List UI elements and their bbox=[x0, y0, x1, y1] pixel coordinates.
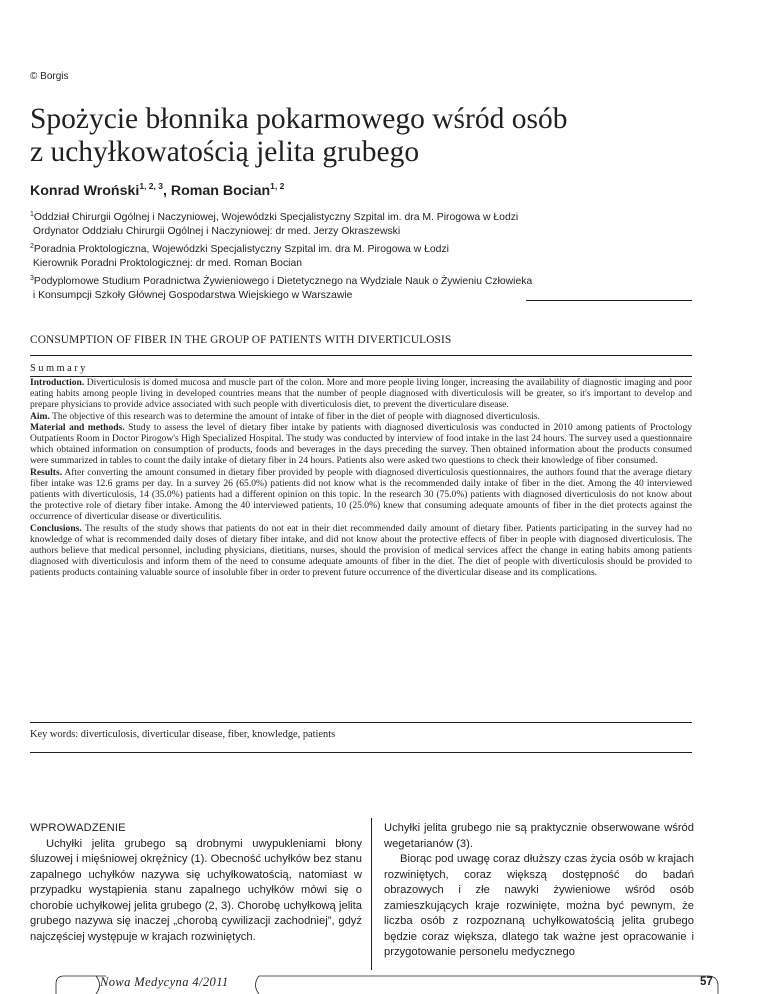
keywords: Key words: diverticulosis, diverticular disease, fiber, knowledge, patients bbox=[30, 729, 336, 740]
footer-curve-left bbox=[96, 976, 100, 994]
affiliation-text: Kierownik Poradni Proktologicznej: dr med. Roman Bocian bbox=[32, 258, 303, 270]
footer-bracket-left bbox=[56, 976, 106, 994]
abstract-label: Conclusions. bbox=[30, 522, 82, 534]
abstract-label: Results. bbox=[30, 466, 63, 478]
author-name: Roman Bocian bbox=[170, 183, 271, 199]
abstract-text: Diverticulosis is domed mucosa and muscle part of the colon. More and more people living longer, increasing the availability of diagnostic imaging and poor eating habits among people living in developed countries means that the number of people diagnosed with diverticulosis will be greater, so it's important to develop and prepare physicians to provide advice associated with such people with diverticulosis diet, to prevent the diverticulare disease. bbox=[30, 377, 692, 411]
abstract-label: Introduction. bbox=[30, 377, 85, 388]
article-title-line: Spożycie błonnika pokarmowego wśród osób bbox=[30, 103, 568, 135]
body-paragraph: Biorąc pod uwagę coraz dłuższy czas życia osób w krajach rozwiniętych, coraz większą dostępność do badań obrazowych i złe nawyki żywieniowe wśród osób zamieszkujących kraje rozwinięte, można być pewnym, że liczba osób z rozpoznaną uchyłkowatością jelita grubego będzie coraz większa, dlatego tak ważne jest opracowanie i przygotowanie personelu medycznego bbox=[384, 853, 694, 958]
section-heading: WPROWADZENIE bbox=[30, 822, 126, 834]
affiliation-text: Ordynator Oddziału Chirurgii Ogólnej i Naczyniowej: dr med. Jerzy Okraszewski bbox=[32, 226, 401, 238]
abstract-label: Aim. bbox=[30, 410, 50, 422]
affiliation-number: 2 bbox=[30, 242, 34, 250]
abstract-text: After converting the amount consumed in dietary fiber provided by people with diagnosed diverticulosis questionnaires, the authors found that the average dietary fiber intake was 12.6 grams per day. In a survey 26 (65.0%) patients did not know what is the recommended daily intake of fiber in the diet. Among the 40 interviewed patients with diverticulosis, 14 (35.0%) patients had a different opinion on this topic. In the research 30 (75.0%) patients with diagnosed diverticulosis do not know about the protective role of dietary fiber intake. Among the 40 interviewed patients, 10 (25.0%) knew that consuming adequate amounts of fiber in the diet protects against the occurrence of diverticular disease or diverticulitis. bbox=[30, 466, 692, 523]
body-paragraph: Uchyłki jelita grubego nie są praktycznie obserwowane wśród wegetarianów (3). bbox=[384, 822, 694, 850]
affiliation-text: Oddział Chirurgii Ogólnej i Naczyniowej, Wojewódzki Specjalistyczny Szpital im. dra M. Pirogowa w Łodzi bbox=[33, 212, 519, 223]
author-affiliation-ref: 1, 2, 3 bbox=[139, 181, 163, 191]
page-number: 57 bbox=[700, 976, 713, 988]
author-separator: , bbox=[162, 183, 171, 199]
affiliation-text: Poradnia Proktologiczna, Wojewódzki Specjalistyczny Szpital im. dra M. Pirogowa w Łodzi bbox=[33, 243, 449, 255]
english-title: CONSUMPTION OF FIBER IN THE GROUP OF PATIENTS WITH DIVERTICULOSIS bbox=[30, 334, 452, 346]
author-affiliation-ref: 1, 2 bbox=[270, 181, 285, 191]
abstract-text: Study to assess the level of dietary fiber intake by patients with diagnosed diverticulosis was conducted in 2010 among patients of Proctology Outpatients Room in Doctor Pirogow's High Specialized Hospital. The study was conducted by interview of food intake in the last 24 hours. The survey used a questionnaire which obtained information on consumption of products, foods and beverages in the days preceding the survey. Then obtained information about the products consumed were summarized in tables to count the daily intake of dietary fiber in 24 hours. Patients also were asked two questions to check their knowledge of fiber consumed. bbox=[30, 421, 692, 467]
journal-name: Nowa Medycyna 4/2011 bbox=[100, 975, 229, 989]
abstract-text: The results of the study shows that patients do not eat in their diet recommended daily amount of dietary fiber. Patients participating in the survey had no knowledge of what is recommended daily doses of dietary fiber intake, and did not know about the protective effects of fiber in people with diagnosed diverticulosis. The authors believe that medical personnel, including physicians, dietitians, nurses, should the provision of medical services affect the change in eating habits among patients diagnosed with diverticulosis and inform them of the need to consume adequate amounts of fiber in the diet. The diet of people with diverticulosis should be provided to patients products containing valuable source of insoluble fiber in order to prevent future occurrence of the diverticular disease and its complications. bbox=[30, 522, 692, 579]
footer-curve-right bbox=[256, 976, 260, 994]
publisher-label: © Borgis bbox=[30, 71, 69, 82]
article-title-line: z uchyłkowatością jelita grubego bbox=[30, 136, 420, 168]
affiliation-number: 3 bbox=[30, 274, 34, 282]
affiliation-number: 1 bbox=[30, 211, 34, 218]
abstract-text: The objective of this research was to determine the amount of intake of fiber in the diet of people with diagnosed diverticulosis. bbox=[49, 410, 540, 422]
footer-rule bbox=[259, 976, 718, 994]
abstract-label: Material and methods. bbox=[30, 421, 125, 433]
affiliation-text: Podyplomowe Studium Poradnictwa Żywieniowego i Dietetycznego na Wydziale Nauk o Żywieniu Człowieka bbox=[33, 275, 533, 287]
summary-heading: Summary bbox=[30, 363, 88, 374]
affiliation-text: i Konsumpcji Szkoły Głównej Gospodarstwa Wiejskiego w Warszawie bbox=[32, 290, 353, 302]
author-name: Konrad Wroński bbox=[30, 183, 140, 199]
body-paragraph: Uchyłki jelita grubego są drobnymi uwypukleniami błony śluzowej i mięśniowej okrężnicy (1). Obecność uchyłków bez stanu zapalnego uchyłków nazywa się uchyłkowatością, natomiast w przypadku wystąpienia stanu zapalnego uchyłków mówi się o chorobie uchyłkowej jelita grubego (2, 3). Chorobę uchyłkową jelita grubego nazywa się inaczej „chorobą cywilizacji zachodniej”, gdyż najczęściej występuje w krajach rozwiniętych. bbox=[30, 837, 362, 943]
